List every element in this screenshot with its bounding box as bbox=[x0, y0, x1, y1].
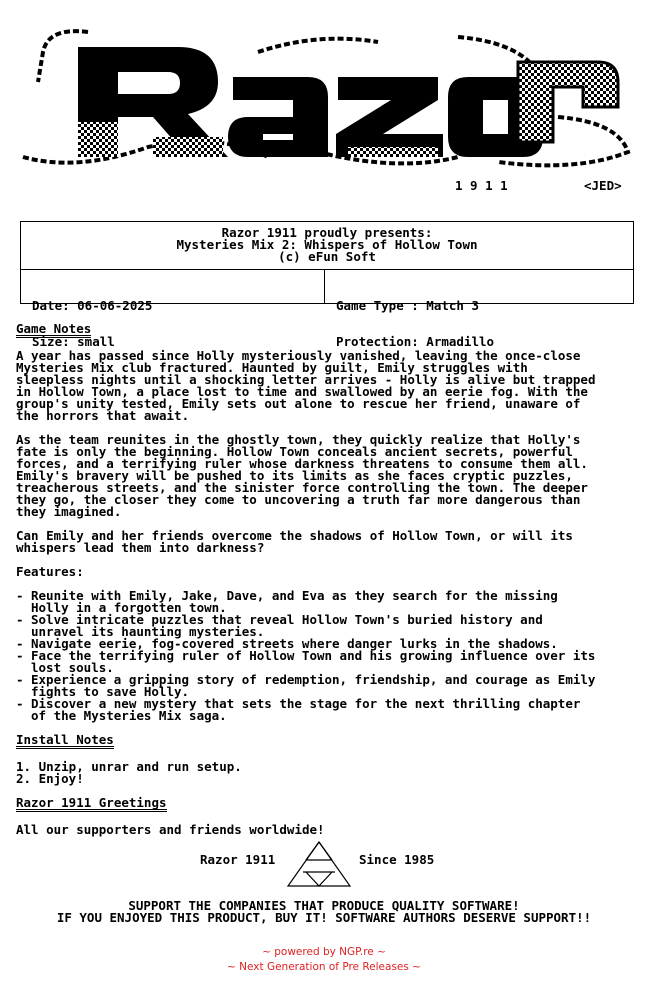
powered-by-footer bbox=[0, 945, 648, 975]
razor-signature bbox=[0, 840, 648, 890]
release-title-block bbox=[21, 227, 633, 263]
install-step: 1. Unzip, unrar and run setup. bbox=[16, 759, 242, 774]
divider-vertical bbox=[324, 269, 325, 303]
feature-item: - Navigate eerie, fog-covered streets where danger lurks in the shadows. bbox=[16, 638, 636, 650]
release-size: Size: small bbox=[32, 334, 115, 349]
feature-item: - Face the terrifying ruler of Hollow Town and his growing influence over its lost souls. bbox=[16, 650, 636, 674]
notes-paragraph-1: A year has passed since Holly mysteriously vanished, leaving the once-close Mysteries Mix club fractured. Haunted by guilt, Emily struggles with sleepless nights until a shocking letter arrives - Holly is alive but trapped in Hollow Town, a place lost to time and swallowed by an eerie fog. With the group's unity tested, Emily sets out alone to rescue her friend, unaware of the horrors that await. bbox=[16, 348, 596, 423]
divider bbox=[21, 269, 633, 270]
support-line-2: IF YOU ENJOYED THIS PRODUCT, BUY IT! SOFTWARE AUTHORS DESERVE SUPPORT!! bbox=[56, 910, 592, 925]
nfo-content bbox=[16, 323, 636, 836]
support-line-1: SUPPORT THE COMPANIES THAT PRODUCE QUALITY SOFTWARE! bbox=[128, 898, 520, 913]
game-title: Mysteries Mix 2: Whispers of Hollow Town bbox=[176, 237, 478, 252]
install-step: 2. Enjoy! bbox=[16, 771, 84, 786]
features-label: Features: bbox=[16, 564, 84, 579]
razor-logo bbox=[18, 22, 634, 172]
artist-tag: <JED> bbox=[584, 178, 622, 193]
notes-paragraph-2: As the team reunites in the ghostly town, they quickly realize that Holly's fate is only the beginning. Hollow Town conceals ancient secrets, powerful forces, and a terrifying ruler whose darkness threatens to consume them all. Emily's bravery will be pushed to its limits as she faces cryptic puzzles, treacherous streets, and the sinister force controlling the town. The deeper they go, the closer they come to uncovering a truth far more dangerous than they imagined. bbox=[16, 432, 588, 519]
presents-line: Razor 1911 proudly presents: bbox=[221, 225, 433, 240]
logo-year: 1 9 1 1 bbox=[455, 178, 508, 193]
tagline: ~ Next Generation of Pre Releases ~ bbox=[227, 961, 421, 973]
feature-item: - Reunite with Emily, Jake, Dave, and Eva as they search for the missing Holly in a forgotten town. bbox=[16, 590, 636, 614]
feature-item: - Experience a gripping story of redemption, friendship, and courage as Emily fights to save Holly. bbox=[16, 674, 636, 698]
section-title-install-notes: Install Notes bbox=[16, 732, 114, 747]
triangle-logo-icon bbox=[286, 840, 352, 890]
signature-right: Since 1985 bbox=[359, 852, 435, 867]
signature-left: Razor 1911 bbox=[200, 852, 276, 867]
game-type: Game Type : Match 3 bbox=[336, 298, 479, 313]
protection: Protection: Armadillo bbox=[336, 334, 495, 349]
support-message bbox=[0, 900, 648, 924]
feature-item: - Discover a new mystery that sets the stage for the next thrilling chapter of the Mysteries Mix saga. bbox=[16, 698, 636, 722]
section-title-greetings: Razor 1911 Greetings bbox=[16, 795, 167, 810]
features-list bbox=[16, 590, 636, 722]
section-title-game-notes: Game Notes bbox=[16, 321, 92, 336]
release-date: Date: 06-06-2025 bbox=[32, 298, 153, 313]
feature-item: - Solve intricate puzzles that reveal Hollow Town's buried history and unravel its haunting mysteries. bbox=[16, 614, 636, 638]
notes-paragraph-3: Can Emily and her friends overcome the shadows of Hollow Town, or will its whispers lead them into darkness? bbox=[16, 528, 573, 555]
logo-credit bbox=[455, 178, 622, 193]
powered-by-line: ~ powered by NGP.re ~ bbox=[262, 946, 386, 958]
publisher-line: (c) eFun Soft bbox=[278, 249, 376, 264]
greetings-text: All our supporters and friends worldwide! bbox=[16, 822, 325, 837]
